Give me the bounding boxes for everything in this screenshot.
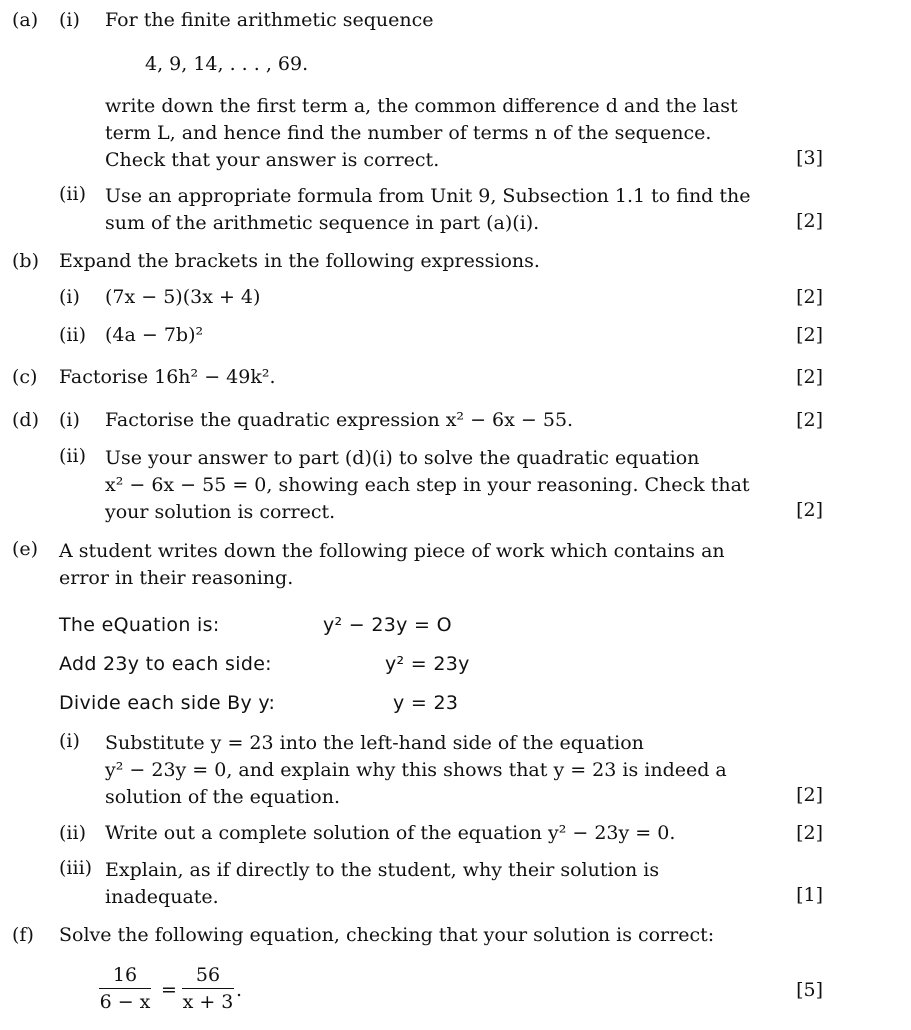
part-d-ii-label: (ii) xyxy=(59,445,86,467)
part-b-ii-marks: [2] xyxy=(796,324,823,346)
part-d-label: (d) xyxy=(12,409,39,431)
part-a-ii-line2: sum of the arithmetic sequence in part (a)(i). xyxy=(105,212,540,234)
part-e-iii-label: (iii) xyxy=(59,857,93,879)
part-a-ii-text xyxy=(105,183,751,237)
part-a-i-text xyxy=(105,93,738,174)
student-work-eq-1: y² − 23y = O xyxy=(323,614,452,636)
part-e-i-marks: [2] xyxy=(796,784,823,806)
lhs-numerator: 16 xyxy=(99,964,151,989)
lhs-denominator: 6 − x xyxy=(99,991,151,1013)
part-b-i-marks: [2] xyxy=(796,286,823,308)
fraction-end: . xyxy=(236,979,243,1001)
part-d-ii-marks: [2] xyxy=(796,499,823,521)
student-work-label-2: Add 23y to each side: xyxy=(59,653,272,675)
part-f-label: (f) xyxy=(12,924,34,946)
part-a-i-intro: For the finite arithmetic sequence xyxy=(105,9,434,31)
part-b-i-expr: (7x − 5)(3x + 4) xyxy=(105,286,261,308)
rhs-fraction xyxy=(182,964,234,1013)
part-b-ii-label: (ii) xyxy=(59,324,86,346)
part-e-ii-label: (ii) xyxy=(59,822,86,844)
student-work-eq-2: y² = 23y xyxy=(385,653,470,675)
part-b-text: Expand the brackets in the following expressions. xyxy=(59,250,540,272)
sequence: 4, 9, 14, . . . , 69. xyxy=(145,53,309,75)
part-a-i-label: (i) xyxy=(59,9,80,31)
part-c-text: Factorise 16h² − 49k². xyxy=(59,366,276,388)
part-e-ii-marks: [2] xyxy=(796,822,823,844)
part-e-line2: error in their reasoning. xyxy=(59,567,294,589)
part-f-marks: [5] xyxy=(796,979,823,1001)
part-a-label: (a) xyxy=(12,9,39,31)
student-work-label-1: The eQuation is: xyxy=(59,614,220,636)
part-a-ii-marks: [2] xyxy=(796,210,823,232)
part-e-ii-text: Write out a complete solution of the equation y² − 23y = 0. xyxy=(105,822,676,844)
part-b-label: (b) xyxy=(12,250,39,272)
part-e-iii-marks: [1] xyxy=(796,884,823,906)
part-e-iii-line1: Explain, as if directly to the student, why their solution is xyxy=(105,859,660,881)
part-a-i-marks: [3] xyxy=(796,147,823,169)
part-e-i-line3: solution of the equation. xyxy=(105,786,340,808)
part-e-i-label: (i) xyxy=(59,730,80,752)
part-c-label: (c) xyxy=(12,366,38,388)
part-a-ii-label: (ii) xyxy=(59,183,86,205)
part-e-iii-line2: inadequate. xyxy=(105,886,219,908)
part-a-ii-line1: Use an appropriate formula from Unit 9, Subsection 1.1 to find the xyxy=(105,185,751,207)
part-e-text xyxy=(59,538,725,592)
part-a-i-line2: term L, and hence find the number of terms n of the sequence. xyxy=(105,122,712,144)
part-d-i-label: (i) xyxy=(59,409,80,431)
student-work-eq-3: y = 23 xyxy=(393,692,459,714)
rhs-denominator: x + 3 xyxy=(182,991,234,1013)
part-e-iii-text xyxy=(105,857,659,911)
part-e-label: (e) xyxy=(12,538,39,560)
rhs-numerator: 56 xyxy=(182,964,234,989)
part-d-ii-line1: Use your answer to part (d)(i) to solve the quadratic equation xyxy=(105,447,700,469)
part-d-i-marks: [2] xyxy=(796,409,823,431)
student-work-label-3: Divide each side By y: xyxy=(59,692,276,714)
part-d-i-text: Factorise the quadratic expression x² − 6x − 55. xyxy=(105,409,574,431)
part-a-i-line1: write down the first term a, the common difference d and the last xyxy=(105,95,738,117)
part-f-text: Solve the following equation, checking that your solution is correct: xyxy=(59,924,715,946)
part-c-marks: [2] xyxy=(796,366,823,388)
part-e-i-line2: y² − 23y = 0, and explain why this shows that y = 23 is indeed a xyxy=(105,759,727,781)
part-a-i-line3: Check that your answer is correct. xyxy=(105,149,440,171)
part-b-i-label: (i) xyxy=(59,286,80,308)
part-e-i-text xyxy=(105,730,727,811)
fraction-equals: = xyxy=(161,979,177,1001)
part-e-i-line1: Substitute y = 23 into the left-hand side of the equation xyxy=(105,732,644,754)
part-d-ii-text xyxy=(105,445,750,526)
part-d-ii-line3: your solution is correct. xyxy=(105,501,336,523)
lhs-fraction xyxy=(99,964,151,1013)
part-b-ii-expr: (4a − 7b)² xyxy=(105,324,204,346)
part-e-line1: A student writes down the following piece of work which contains an xyxy=(59,540,725,562)
part-d-ii-line2: x² − 6x − 55 = 0, showing each step in your reasoning. Check that xyxy=(105,474,750,496)
